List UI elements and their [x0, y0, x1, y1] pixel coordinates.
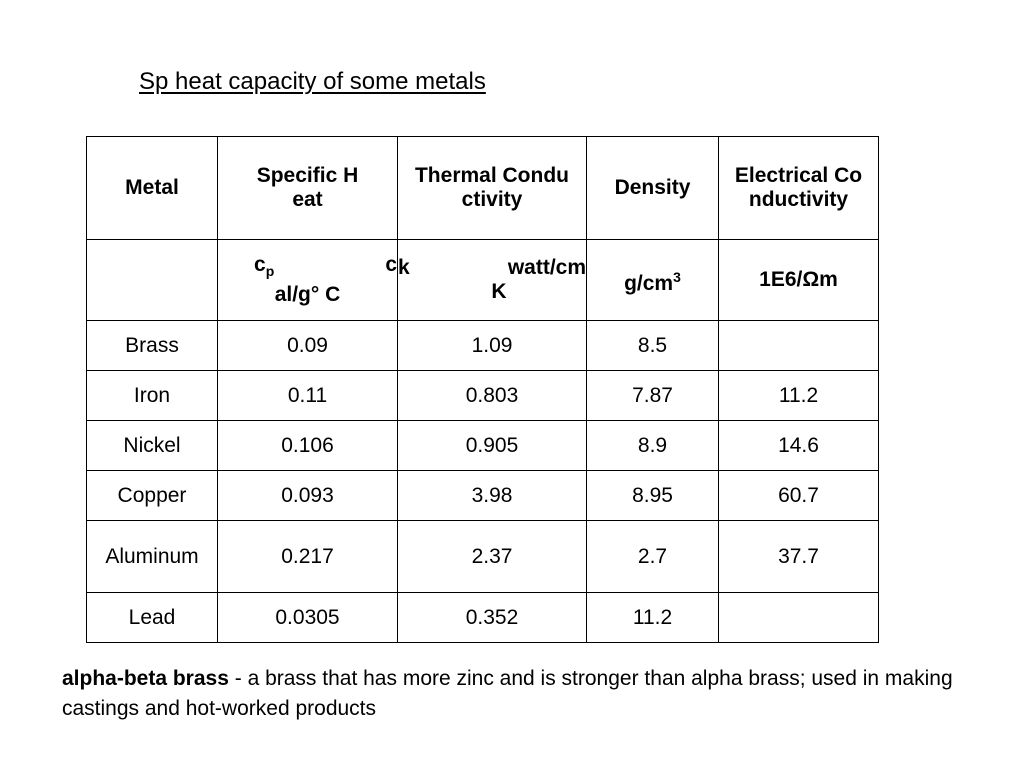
cell-specific-heat: 0.106: [218, 421, 398, 471]
cell-metal: Aluminum: [87, 521, 218, 593]
cell-specific-heat: 0.0305: [218, 593, 398, 643]
cell-density: 2.7: [587, 521, 719, 593]
table-row: [87, 321, 879, 371]
cell-thermal: 3.98: [398, 471, 587, 521]
footnote-definition: - a brass that has more zinc and is stronger than alpha brass; used in making castings and hot-worked products: [62, 667, 953, 720]
table-row: [87, 471, 879, 521]
unit-specific-heat: $c_p$ c al/g° C: [218, 240, 398, 321]
header-row: [87, 137, 879, 240]
unit-electrical-conductivity: 1E6/Ωm: [719, 240, 879, 321]
cell-density: 7.87: [587, 371, 719, 421]
page-title: Sp heat capacity of some metals: [139, 68, 486, 95]
units-row: [87, 240, 879, 321]
cell-density: 11.2: [587, 593, 719, 643]
cell-electrical: [719, 593, 879, 643]
header-density: Density: [587, 137, 719, 240]
cell-metal: Nickel: [87, 421, 218, 471]
cell-thermal: 1.09: [398, 321, 587, 371]
table-row: [87, 371, 879, 421]
unit-density: $g/cm^3$: [587, 240, 719, 321]
cell-metal: Lead: [87, 593, 218, 643]
cell-density: 8.95: [587, 471, 719, 521]
units-metal-blank: [87, 240, 218, 321]
cell-density: 8.5: [587, 321, 719, 371]
table-row: [87, 421, 879, 471]
unit-thermal-conductivity: k watt/cm K: [398, 240, 587, 321]
cell-thermal: 0.352: [398, 593, 587, 643]
header-specific-heat: Specific Heat: [218, 137, 398, 240]
table-row: [87, 521, 879, 593]
metals-table: [86, 136, 879, 643]
cell-specific-heat: 0.217: [218, 521, 398, 593]
table-row: [87, 593, 879, 643]
footnote: [62, 664, 992, 724]
header-metal: Metal: [87, 137, 218, 240]
cell-metal: Brass: [87, 321, 218, 371]
header-thermal-conductivity: Thermal Conductivity: [398, 137, 587, 240]
cell-thermal: 0.905: [398, 421, 587, 471]
cell-thermal: 0.803: [398, 371, 587, 421]
cell-electrical: 37.7: [719, 521, 879, 593]
cell-thermal: 2.37: [398, 521, 587, 593]
cell-density: 8.9: [587, 421, 719, 471]
cell-electrical: [719, 321, 879, 371]
cell-specific-heat: 0.09: [218, 321, 398, 371]
cell-electrical: 14.6: [719, 421, 879, 471]
cell-electrical: 11.2: [719, 371, 879, 421]
cell-specific-heat: 0.11: [218, 371, 398, 421]
cell-specific-heat: 0.093: [218, 471, 398, 521]
cell-electrical: 60.7: [719, 471, 879, 521]
cell-metal: Copper: [87, 471, 218, 521]
cell-metal: Iron: [87, 371, 218, 421]
header-electrical-conductivity: Electrical Conductivity: [719, 137, 879, 240]
footnote-term: alpha-beta brass: [62, 667, 229, 690]
